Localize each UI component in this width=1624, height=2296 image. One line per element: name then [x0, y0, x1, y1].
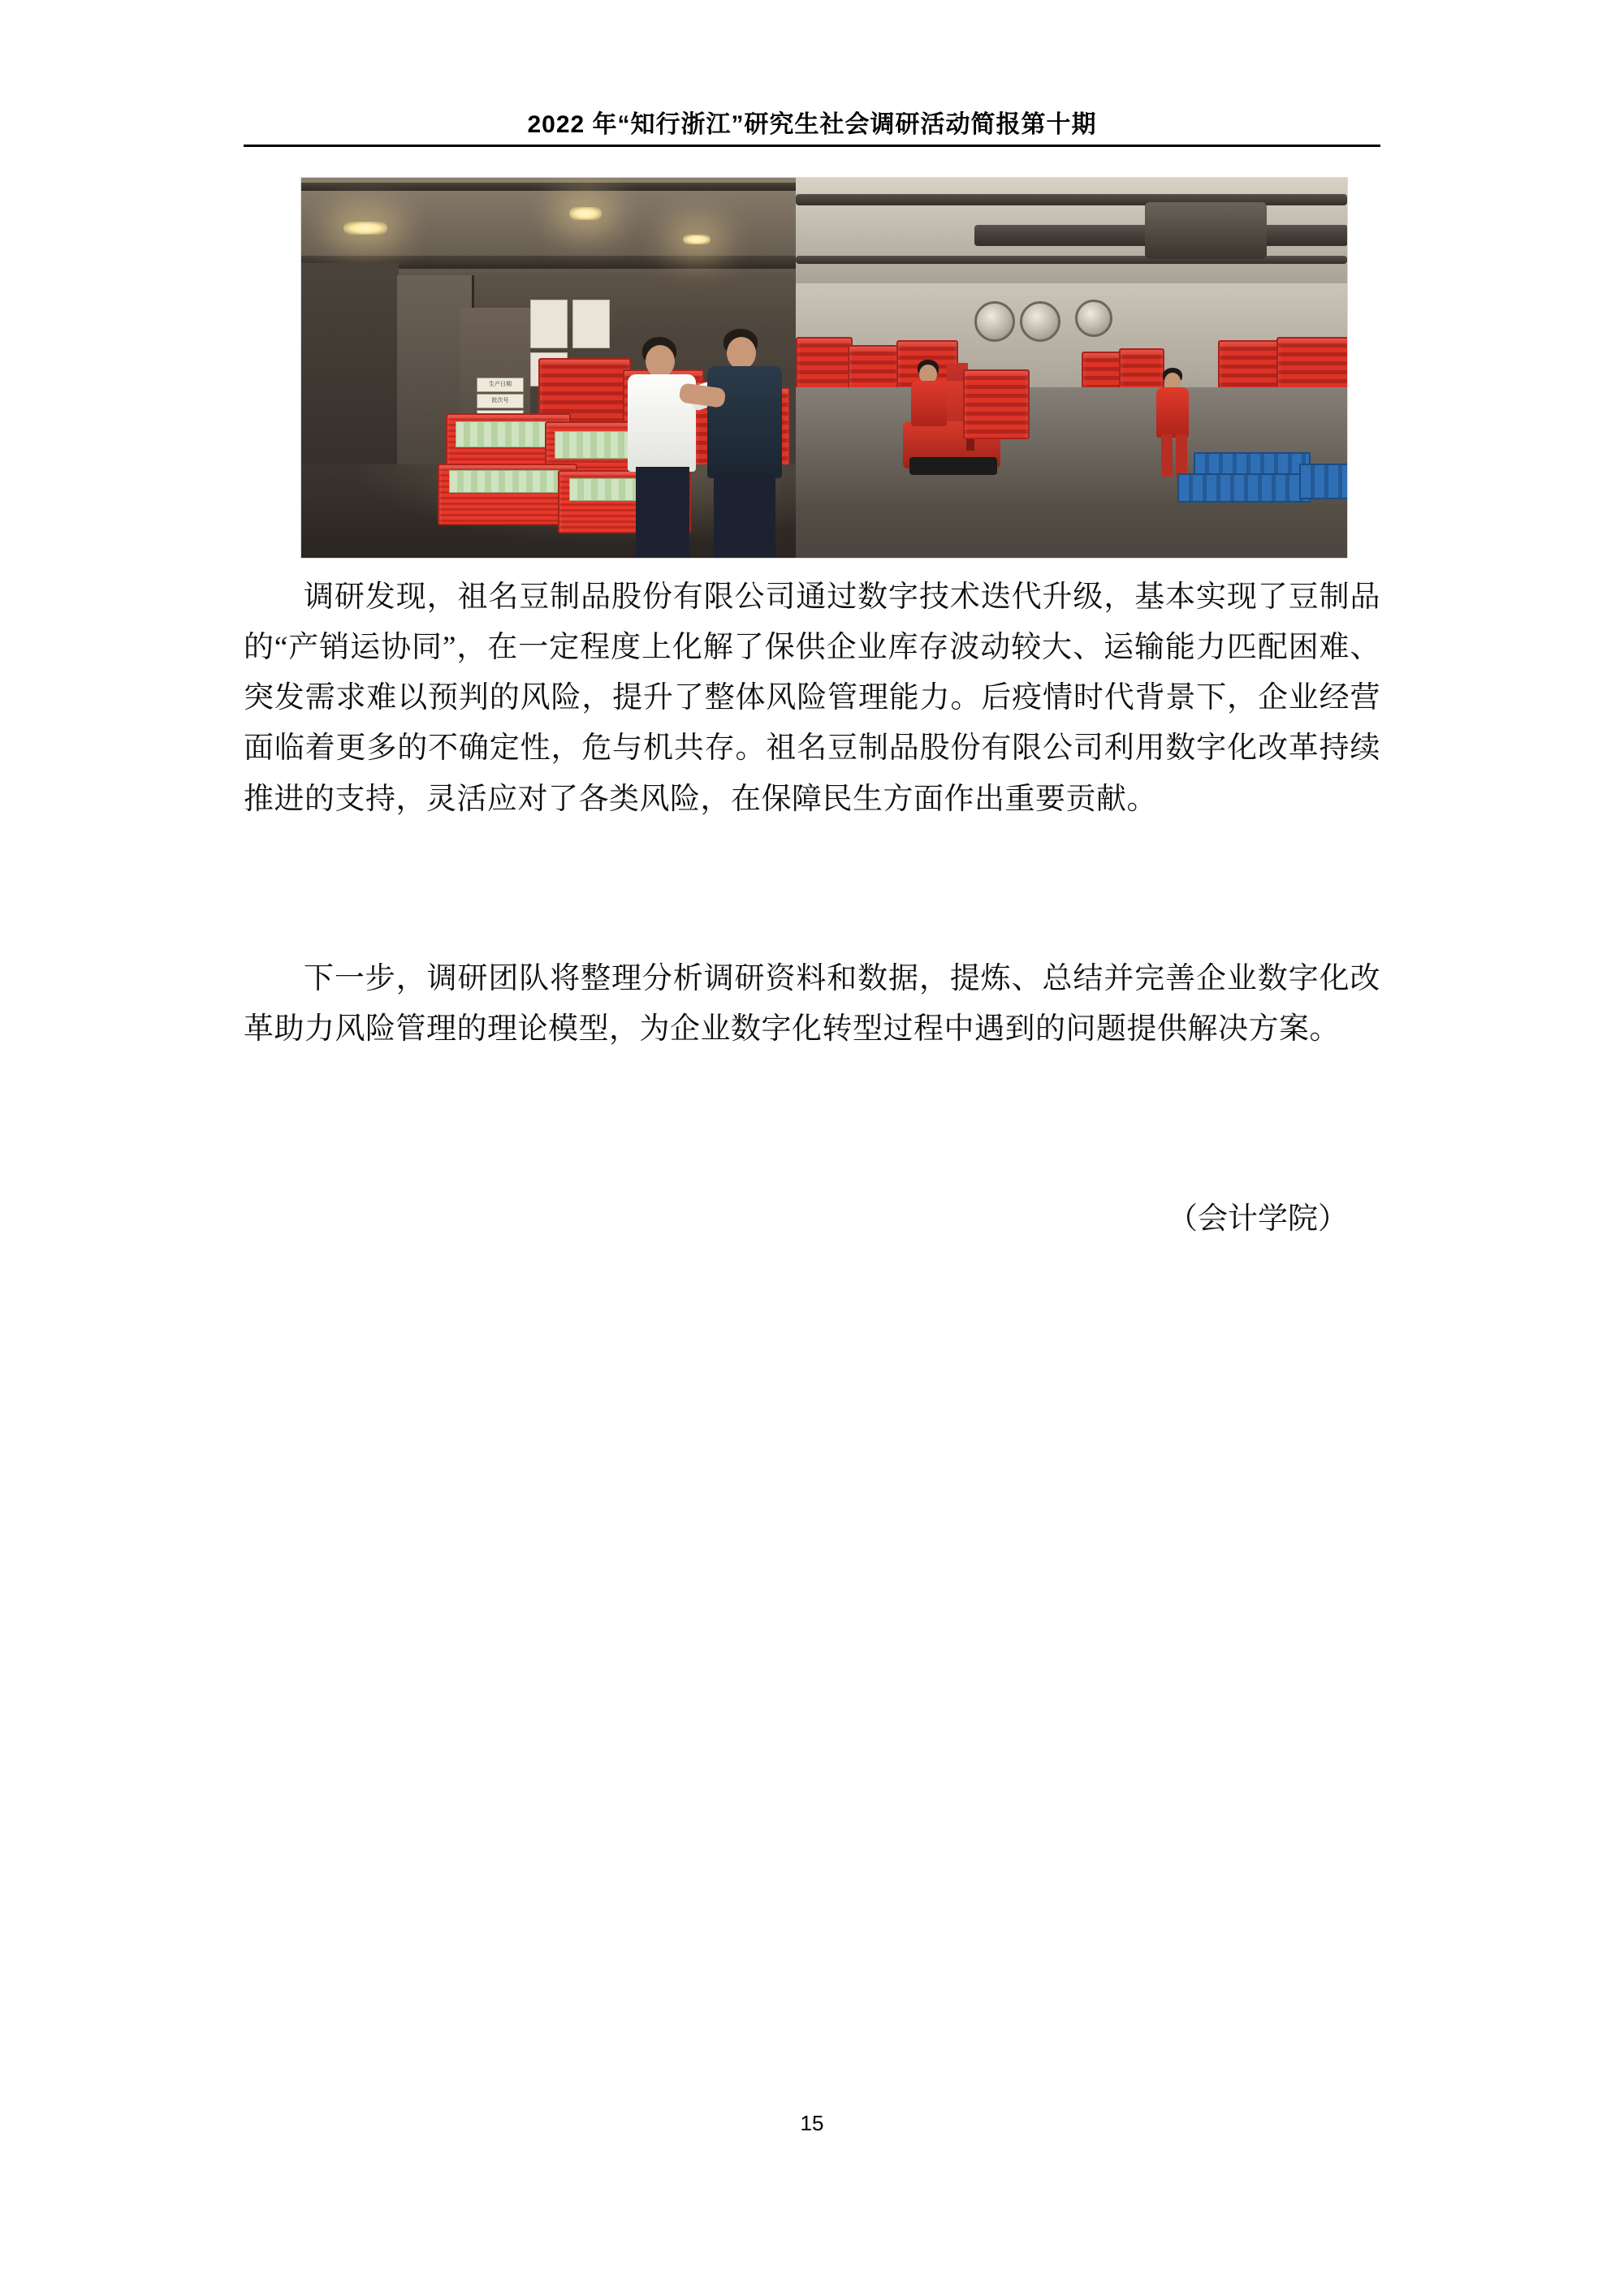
header-divider [244, 145, 1380, 147]
signature-line: （会计学院） [1168, 1202, 1348, 1236]
cold-storage-interview-photo: 生产日期 批次号 [301, 178, 796, 558]
page-number: 15 [800, 2111, 824, 2135]
paragraph-1: 调研发现，祖名豆制品股份有限公司通过数字技术迭代升级，基本实现了豆制品的“产销运协同”，在一定程度上化解了保供企业库存波动较大、运输能力匹配困难、突发需求难以预判的风险，提升了整体风险管理能力。后疫情时代背景下，企业经营面临着更多的不确定性，危与机共存。祖名豆制品股份有限公司利用数字化改革持续推进的支持，灵活应对了各类风险，在保障民生方面作出重要贡献。 [244, 580, 1380, 816]
page-header-title: 2022 年“知行浙江”研究生社会调研活动简报第十期 [527, 111, 1097, 138]
paragraph-2: 下一步，调研团队将整理分析调研资料和数据，提炼、总结并完善企业数字化改革助力风险管理的理论模型，为企业数字化转型过程中遇到的问题提供解决方案。 [244, 962, 1380, 1047]
warehouse-forklift-photo [796, 178, 1347, 558]
figure-photo-pair [300, 177, 1348, 559]
